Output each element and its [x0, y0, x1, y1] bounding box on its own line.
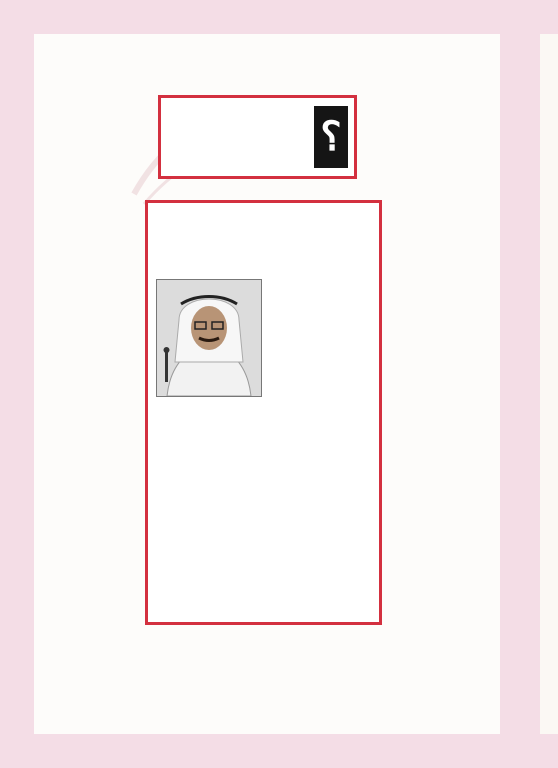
- violin-border-left: [0, 0, 34, 768]
- violin-border-top: [0, 0, 558, 34]
- question-mark-icon: ؟: [314, 106, 348, 168]
- article-clipping: [145, 200, 382, 625]
- author-photo: [156, 279, 262, 397]
- teaser-box: [158, 95, 357, 179]
- portrait-illustration: [157, 280, 261, 396]
- violin-border-bottom: [0, 734, 558, 768]
- article-body-right-column: [268, 281, 376, 621]
- violin-border-right: [500, 0, 540, 768]
- article-body-left-column: [156, 413, 262, 623]
